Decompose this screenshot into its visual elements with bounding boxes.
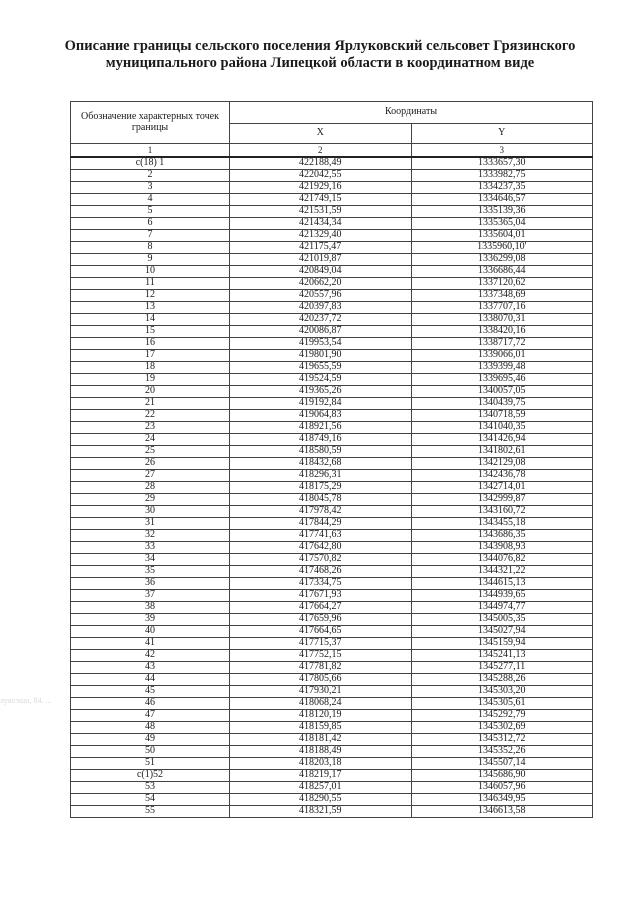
y-cell: 1345241,13 xyxy=(411,650,593,662)
x-cell: 418432,68 xyxy=(230,458,412,470)
x-cell: 418580,59 xyxy=(230,446,412,458)
point-cell: 45 xyxy=(71,686,230,698)
point-cell: с(18) 1 xyxy=(71,157,230,170)
x-cell: 417715,37 xyxy=(230,638,412,650)
table-row xyxy=(71,734,593,746)
x-cell: 419953,54 xyxy=(230,338,412,350)
point-cell: 43 xyxy=(71,662,230,674)
table-row xyxy=(71,758,593,770)
y-cell: 1333982,75 xyxy=(411,170,593,182)
x-cell: 421175,47 xyxy=(230,242,412,254)
y-cell: 1335139,36 xyxy=(411,206,593,218)
table-row xyxy=(71,434,593,446)
y-cell: 1345686,90 xyxy=(411,770,593,782)
table-row xyxy=(71,194,593,206)
y-column-header: Y xyxy=(411,124,593,144)
table-row xyxy=(71,626,593,638)
point-cell: 15 xyxy=(71,326,230,338)
column-number-3: 3 xyxy=(411,144,593,158)
x-cell: 420397,83 xyxy=(230,302,412,314)
y-cell: 1342129,08 xyxy=(411,458,593,470)
table-row xyxy=(71,698,593,710)
table-row xyxy=(71,674,593,686)
table-row xyxy=(71,218,593,230)
table-row xyxy=(71,386,593,398)
y-cell: 1344939,65 xyxy=(411,590,593,602)
x-cell: 418045,78 xyxy=(230,494,412,506)
point-cell: 41 xyxy=(71,638,230,650)
x-cell: 421329,40 xyxy=(230,230,412,242)
point-cell: 6 xyxy=(71,218,230,230)
table-row xyxy=(71,170,593,182)
point-cell: 50 xyxy=(71,746,230,758)
y-cell: 1337348,69 xyxy=(411,290,593,302)
point-cell: с(1)52 xyxy=(71,770,230,782)
table-row xyxy=(71,362,593,374)
table-row xyxy=(71,302,593,314)
table-row xyxy=(71,686,593,698)
point-cell: 21 xyxy=(71,398,230,410)
y-cell: 1338717,72 xyxy=(411,338,593,350)
point-cell: 33 xyxy=(71,542,230,554)
y-cell: 1344321,22 xyxy=(411,566,593,578)
x-cell: 417805,66 xyxy=(230,674,412,686)
table-row xyxy=(71,410,593,422)
y-cell: 1337120,62 xyxy=(411,278,593,290)
x-cell: 417664,27 xyxy=(230,602,412,614)
table-row xyxy=(71,374,593,386)
point-cell: 17 xyxy=(71,350,230,362)
x-cell: 418120,19 xyxy=(230,710,412,722)
table-row xyxy=(71,554,593,566)
table-row xyxy=(71,782,593,794)
table-row xyxy=(71,338,593,350)
scan-bleed-mark xyxy=(0,695,80,755)
y-cell: 1333657,30 xyxy=(411,157,593,170)
table-row xyxy=(71,398,593,410)
point-cell: 54 xyxy=(71,794,230,806)
coordinates-body xyxy=(71,157,593,818)
x-cell: 417570,82 xyxy=(230,554,412,566)
x-cell: 417978,42 xyxy=(230,506,412,518)
y-cell: 1343455,18 xyxy=(411,518,593,530)
y-cell: 1345305,61 xyxy=(411,698,593,710)
table-row xyxy=(71,602,593,614)
point-cell: 24 xyxy=(71,434,230,446)
x-cell: 418321,59 xyxy=(230,806,412,818)
table-row xyxy=(71,542,593,554)
point-cell: 2 xyxy=(71,170,230,182)
table-row xyxy=(71,518,593,530)
y-cell: 1339399,48 xyxy=(411,362,593,374)
y-cell: 1345027,94 xyxy=(411,626,593,638)
x-cell: 417468,26 xyxy=(230,566,412,578)
y-cell: 1344076,82 xyxy=(411,554,593,566)
point-cell: 47 xyxy=(71,710,230,722)
table-row xyxy=(71,446,593,458)
table-row xyxy=(71,746,593,758)
point-cell: 42 xyxy=(71,650,230,662)
table-row xyxy=(71,638,593,650)
table-row xyxy=(71,230,593,242)
point-cell: 13 xyxy=(71,302,230,314)
y-cell: 1345352,26 xyxy=(411,746,593,758)
table-row xyxy=(71,770,593,782)
x-cell: 417741,63 xyxy=(230,530,412,542)
x-cell: 420237,72 xyxy=(230,314,412,326)
y-cell: 1339066,01 xyxy=(411,350,593,362)
table-row xyxy=(71,566,593,578)
x-cell: 419192,84 xyxy=(230,398,412,410)
x-cell: 417659,96 xyxy=(230,614,412,626)
table-row xyxy=(71,590,593,602)
x-cell: 418219,17 xyxy=(230,770,412,782)
x-cell: 417844,29 xyxy=(230,518,412,530)
point-cell: 32 xyxy=(71,530,230,542)
point-column-header: Обозначение характерных точек границы xyxy=(71,102,230,144)
point-cell: 3 xyxy=(71,182,230,194)
x-cell: 419801,90 xyxy=(230,350,412,362)
point-cell: 31 xyxy=(71,518,230,530)
x-cell: 420662,20 xyxy=(230,278,412,290)
point-cell: 38 xyxy=(71,602,230,614)
y-cell: 1342436,78 xyxy=(411,470,593,482)
point-cell: 37 xyxy=(71,590,230,602)
document-title: Описание границы сельского поселения Ярлуковский сельсовет Грязинского муниципального района Липецкой области в координатном виде xyxy=(64,38,576,71)
x-cell: 421749,15 xyxy=(230,194,412,206)
point-cell: 49 xyxy=(71,734,230,746)
table-row xyxy=(71,722,593,734)
point-cell: 14 xyxy=(71,314,230,326)
y-cell: 1345277,11 xyxy=(411,662,593,674)
table-row xyxy=(71,662,593,674)
point-cell: 46 xyxy=(71,698,230,710)
table-row xyxy=(71,530,593,542)
table-row xyxy=(71,506,593,518)
y-cell: 1338420,16 xyxy=(411,326,593,338)
table-row xyxy=(71,710,593,722)
table-row xyxy=(71,422,593,434)
coordinates-table xyxy=(70,101,593,818)
y-cell: 1339695,46 xyxy=(411,374,593,386)
y-cell: 1337707,16 xyxy=(411,302,593,314)
column-number-1: 1 xyxy=(71,144,230,158)
y-cell: 1345507,14 xyxy=(411,758,593,770)
y-cell: 1336299,08 xyxy=(411,254,593,266)
table-row xyxy=(71,206,593,218)
point-cell: 16 xyxy=(71,338,230,350)
y-cell: 1344974,77 xyxy=(411,602,593,614)
table-row xyxy=(71,242,593,254)
point-cell: 22 xyxy=(71,410,230,422)
y-cell: 1340439,75 xyxy=(411,398,593,410)
point-cell: 35 xyxy=(71,566,230,578)
x-cell: 418159,85 xyxy=(230,722,412,734)
table-row xyxy=(71,794,593,806)
table-row xyxy=(71,350,593,362)
y-cell: 1340057,05 xyxy=(411,386,593,398)
x-cell: 419365,26 xyxy=(230,386,412,398)
point-cell: 36 xyxy=(71,578,230,590)
x-cell: 417334,75 xyxy=(230,578,412,590)
point-cell: 40 xyxy=(71,626,230,638)
point-cell: 44 xyxy=(71,674,230,686)
point-cell: 55 xyxy=(71,806,230,818)
point-cell: 34 xyxy=(71,554,230,566)
table-row xyxy=(71,254,593,266)
point-cell: 10 xyxy=(71,266,230,278)
y-cell: 1345288,26 xyxy=(411,674,593,686)
x-cell: 419064,83 xyxy=(230,410,412,422)
y-cell: 1345005,35 xyxy=(411,614,593,626)
scan-mark-text: лукоэшн, 84. ... xyxy=(0,696,52,705)
x-cell: 418290,55 xyxy=(230,794,412,806)
table-row xyxy=(71,266,593,278)
y-cell: 1341426,94 xyxy=(411,434,593,446)
y-cell: 1335960,10' xyxy=(411,242,593,254)
point-cell: 39 xyxy=(71,614,230,626)
x-cell: 418749,16 xyxy=(230,434,412,446)
table-row xyxy=(71,290,593,302)
y-cell: 1334646,57 xyxy=(411,194,593,206)
table-row xyxy=(71,614,593,626)
table-row xyxy=(71,157,593,170)
x-cell: 418175,29 xyxy=(230,482,412,494)
y-cell: 1346057,96 xyxy=(411,782,593,794)
x-cell: 418188,49 xyxy=(230,746,412,758)
y-cell: 1342714,01 xyxy=(411,482,593,494)
y-cell: 1342999,87 xyxy=(411,494,593,506)
x-cell: 418921,56 xyxy=(230,422,412,434)
table-row xyxy=(71,650,593,662)
x-column-header: X xyxy=(230,124,412,144)
coordinates-header: Координаты xyxy=(230,102,593,124)
y-cell: 1341040,35 xyxy=(411,422,593,434)
x-cell: 421019,87 xyxy=(230,254,412,266)
x-cell: 420849,04 xyxy=(230,266,412,278)
point-cell: 12 xyxy=(71,290,230,302)
point-cell: 28 xyxy=(71,482,230,494)
x-cell: 420086,87 xyxy=(230,326,412,338)
point-cell: 9 xyxy=(71,254,230,266)
point-cell: 20 xyxy=(71,386,230,398)
x-cell: 417671,93 xyxy=(230,590,412,602)
y-cell: 1345312,72 xyxy=(411,734,593,746)
x-cell: 419655,59 xyxy=(230,362,412,374)
y-cell: 1334237,35 xyxy=(411,182,593,194)
table-row xyxy=(71,806,593,818)
x-cell: 417664,65 xyxy=(230,626,412,638)
x-cell: 422188,49 xyxy=(230,157,412,170)
y-cell: 1345159,94 xyxy=(411,638,593,650)
point-cell: 19 xyxy=(71,374,230,386)
point-cell: 30 xyxy=(71,506,230,518)
point-cell: 23 xyxy=(71,422,230,434)
x-cell: 418257,01 xyxy=(230,782,412,794)
y-cell: 1346613,58 xyxy=(411,806,593,818)
table-row xyxy=(71,470,593,482)
point-cell: 51 xyxy=(71,758,230,770)
x-cell: 419524,59 xyxy=(230,374,412,386)
y-cell: 1338070,31 xyxy=(411,314,593,326)
x-cell: 420557,96 xyxy=(230,290,412,302)
point-cell: 26 xyxy=(71,458,230,470)
point-cell: 25 xyxy=(71,446,230,458)
y-cell: 1343686,35 xyxy=(411,530,593,542)
table-row xyxy=(71,278,593,290)
x-cell: 418181,42 xyxy=(230,734,412,746)
point-cell: 53 xyxy=(71,782,230,794)
y-cell: 1343160,72 xyxy=(411,506,593,518)
column-number-2: 2 xyxy=(230,144,412,158)
table-row xyxy=(71,182,593,194)
table-row xyxy=(71,314,593,326)
y-cell: 1341802,61 xyxy=(411,446,593,458)
x-cell: 417781,82 xyxy=(230,662,412,674)
y-cell: 1336686,44 xyxy=(411,266,593,278)
x-cell: 418203,18 xyxy=(230,758,412,770)
point-cell: 7 xyxy=(71,230,230,242)
y-cell: 1344615,13 xyxy=(411,578,593,590)
table-row xyxy=(71,578,593,590)
point-cell: 11 xyxy=(71,278,230,290)
table-row xyxy=(71,458,593,470)
x-cell: 421434,34 xyxy=(230,218,412,230)
x-cell: 418068,24 xyxy=(230,698,412,710)
y-cell: 1335604,01 xyxy=(411,230,593,242)
x-cell: 421929,16 xyxy=(230,182,412,194)
x-cell: 421531,59 xyxy=(230,206,412,218)
point-cell: 5 xyxy=(71,206,230,218)
x-cell: 422042,55 xyxy=(230,170,412,182)
y-cell: 1340718,59 xyxy=(411,410,593,422)
y-cell: 1345292,79 xyxy=(411,710,593,722)
y-cell: 1335365,04 xyxy=(411,218,593,230)
table-row xyxy=(71,494,593,506)
table-row xyxy=(71,326,593,338)
y-cell: 1346349,95 xyxy=(411,794,593,806)
y-cell: 1345303,20 xyxy=(411,686,593,698)
x-cell: 417642,80 xyxy=(230,542,412,554)
x-cell: 418296,31 xyxy=(230,470,412,482)
point-cell: 8 xyxy=(71,242,230,254)
point-cell: 18 xyxy=(71,362,230,374)
x-cell: 417752,15 xyxy=(230,650,412,662)
point-cell: 27 xyxy=(71,470,230,482)
point-cell: 48 xyxy=(71,722,230,734)
point-cell: 29 xyxy=(71,494,230,506)
point-cell: 4 xyxy=(71,194,230,206)
y-cell: 1345302,69 xyxy=(411,722,593,734)
y-cell: 1343908,93 xyxy=(411,542,593,554)
x-cell: 417930,21 xyxy=(230,686,412,698)
table-row xyxy=(71,482,593,494)
